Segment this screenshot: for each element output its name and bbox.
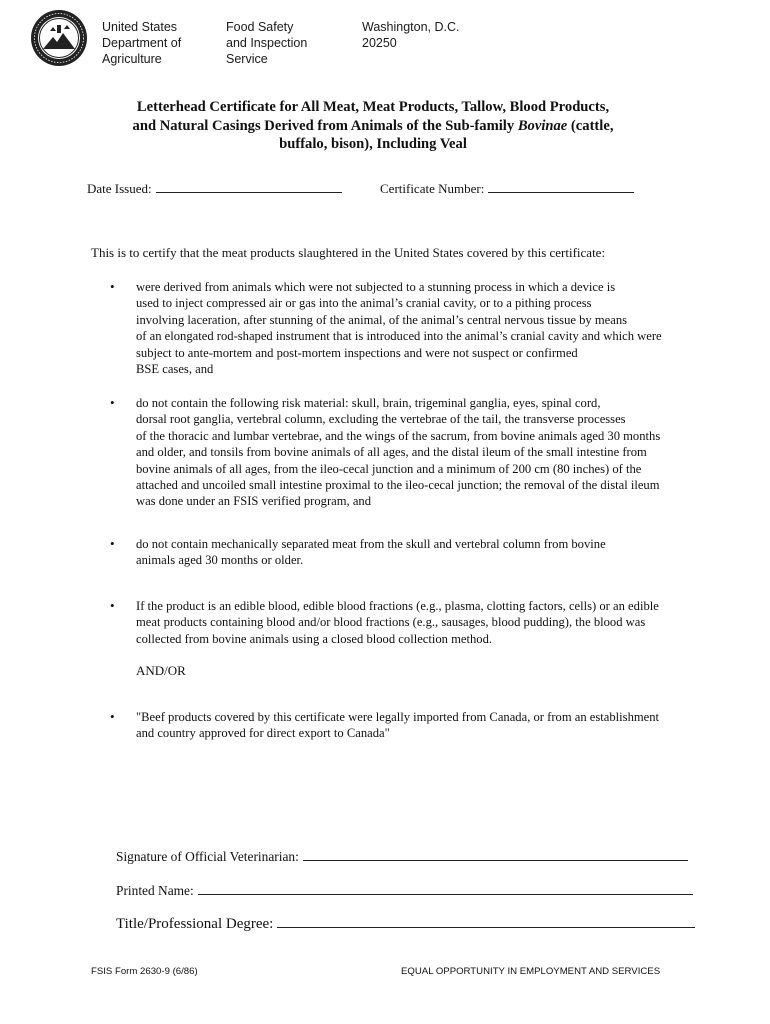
address <box>362 19 460 51</box>
veterinarian-signature-field <box>116 848 688 865</box>
title-text: (cattle, <box>567 117 614 134</box>
list-item-line: and country approved for direct export to Canada" <box>136 726 390 741</box>
veterinarian-signature-line[interactable] <box>303 848 688 861</box>
date-issued-input-line[interactable] <box>156 180 342 193</box>
title-line <box>90 117 656 136</box>
bullet-marker: • <box>110 598 115 613</box>
list-item-line: of an elongated rod-shaped instrument that is introduced into the animal’s cranial cavity and which were <box>136 329 662 344</box>
list-item-line: do not contain mechanically separated meat from the skull and vertebral column from bovine <box>136 537 606 551</box>
list-item <box>136 709 659 742</box>
list-item-line: bovine animals of all ages, from the ileo-cecal junction and a minimum of 200 cm (80 inches) of the <box>136 461 642 476</box>
certification-intro: This is to certify that the meat products slaughtered in the United States covered by this certificate: <box>91 245 606 260</box>
printed-name-field <box>116 882 693 899</box>
address-line: Washington, D.C. <box>362 20 460 34</box>
agency-line: United States <box>102 20 178 34</box>
title-line: buffalo, bison), Including Veal <box>279 136 467 152</box>
list-item-line: used to inject compressed air or gas into the animal’s cranial cavity, or to a pithing process <box>136 296 592 311</box>
bullet-marker: • <box>110 279 115 294</box>
certificate-number-field <box>380 180 634 197</box>
service-line: Food Safety <box>226 20 294 34</box>
list-item-line: meat products containing blood and/or blood fractions (e.g., sausages, blood pudding), the blood was <box>136 615 646 630</box>
list-item-line: do not contain the following risk material: skull, brain, trigeminal ganglia, eyes, spinal cord, <box>136 396 601 410</box>
title-line: Letterhead Certificate for All Meat, Meat Products, Tallow, Blood Products, <box>136 99 610 115</box>
printed-name-line[interactable] <box>198 882 693 895</box>
list-item-line: attached and uncoiled small intestine proximal to the ileo-cecal junction; the removal of the distal ileum <box>136 478 660 493</box>
title-degree-label: Title/Professional Degree: <box>116 916 274 932</box>
list-item <box>136 395 660 510</box>
list-item-line: BSE cases, and <box>136 362 214 377</box>
list-item-line: collected from bovine animals using a closed blood collection method. <box>136 631 493 646</box>
list-item-line: and older, and tonsils from bovine animals of all ages, and the distal ileum of the small intestine from <box>136 445 647 460</box>
equal-opportunity-notice: EQUAL OPPORTUNITY IN EMPLOYMENT AND SERVICES <box>401 966 661 977</box>
bullet-marker: • <box>110 536 115 551</box>
agency-line: Department of <box>102 36 182 50</box>
list-item-line: "Beef products covered by this certificate were legally imported from Canada, or from an establishment <box>136 710 660 724</box>
agency-line: Agriculture <box>102 52 162 66</box>
date-issued-label: Date Issued: <box>87 181 152 196</box>
title-italic-text: Bovinae <box>517 117 568 134</box>
list-item <box>136 279 662 377</box>
list-item-line: dorsal root ganglia, vertebral column, excluding the vertebrae of the tail, the transverse processes <box>136 412 626 427</box>
certificate-number-label: Certificate Number: <box>380 181 485 196</box>
bullet-marker: • <box>110 709 115 724</box>
address-line: 20250 <box>362 36 397 50</box>
list-item-line: were derived from animals which were not subjected to a stunning process in which a device is <box>136 280 616 294</box>
printed-name-label: Printed Name: <box>116 883 194 898</box>
list-item-line: If the product is an edible blood, edible blood fractions (e.g., plasma, clotting factors, cells) or an edible <box>136 599 659 613</box>
list-item-line: subject to ante-mortem and post-mortem inspections and were not suspect or confirmed <box>136 345 578 360</box>
usda-seal-icon <box>30 9 88 67</box>
date-issued-field <box>87 180 342 197</box>
title-text: and Natural Casings Derived from Animals of the Sub-family <box>132 117 518 134</box>
document-title <box>90 98 656 154</box>
list-item <box>136 598 659 647</box>
title-degree-field <box>116 915 695 933</box>
certificate-number-input-line[interactable] <box>488 180 634 193</box>
list-item-line: of the thoracic and lumbar vertebrae, and the wings of the sacrum, from bovine animals aged 30 months <box>136 428 661 443</box>
bullet-marker: • <box>110 395 115 410</box>
service-line: and Inspection <box>226 36 308 50</box>
list-item-line: involving laceration, after stunning of the animal, of the animal’s central nervous tissue by means <box>136 312 628 327</box>
veterinarian-signature-label: Signature of Official Veterinarian: <box>116 849 299 864</box>
list-item-line: animals aged 30 months or older. <box>136 553 304 568</box>
and-or-label: AND/OR <box>136 663 186 678</box>
form-number: FSIS Form 2630-9 (6/86) <box>91 966 198 977</box>
list-item <box>136 536 606 569</box>
service-name <box>226 19 307 67</box>
agency-name <box>102 19 181 67</box>
list-item-line: was done under an FSIS verified program, and <box>136 494 372 509</box>
title-degree-line[interactable] <box>277 915 695 928</box>
service-line: Service <box>226 52 268 66</box>
